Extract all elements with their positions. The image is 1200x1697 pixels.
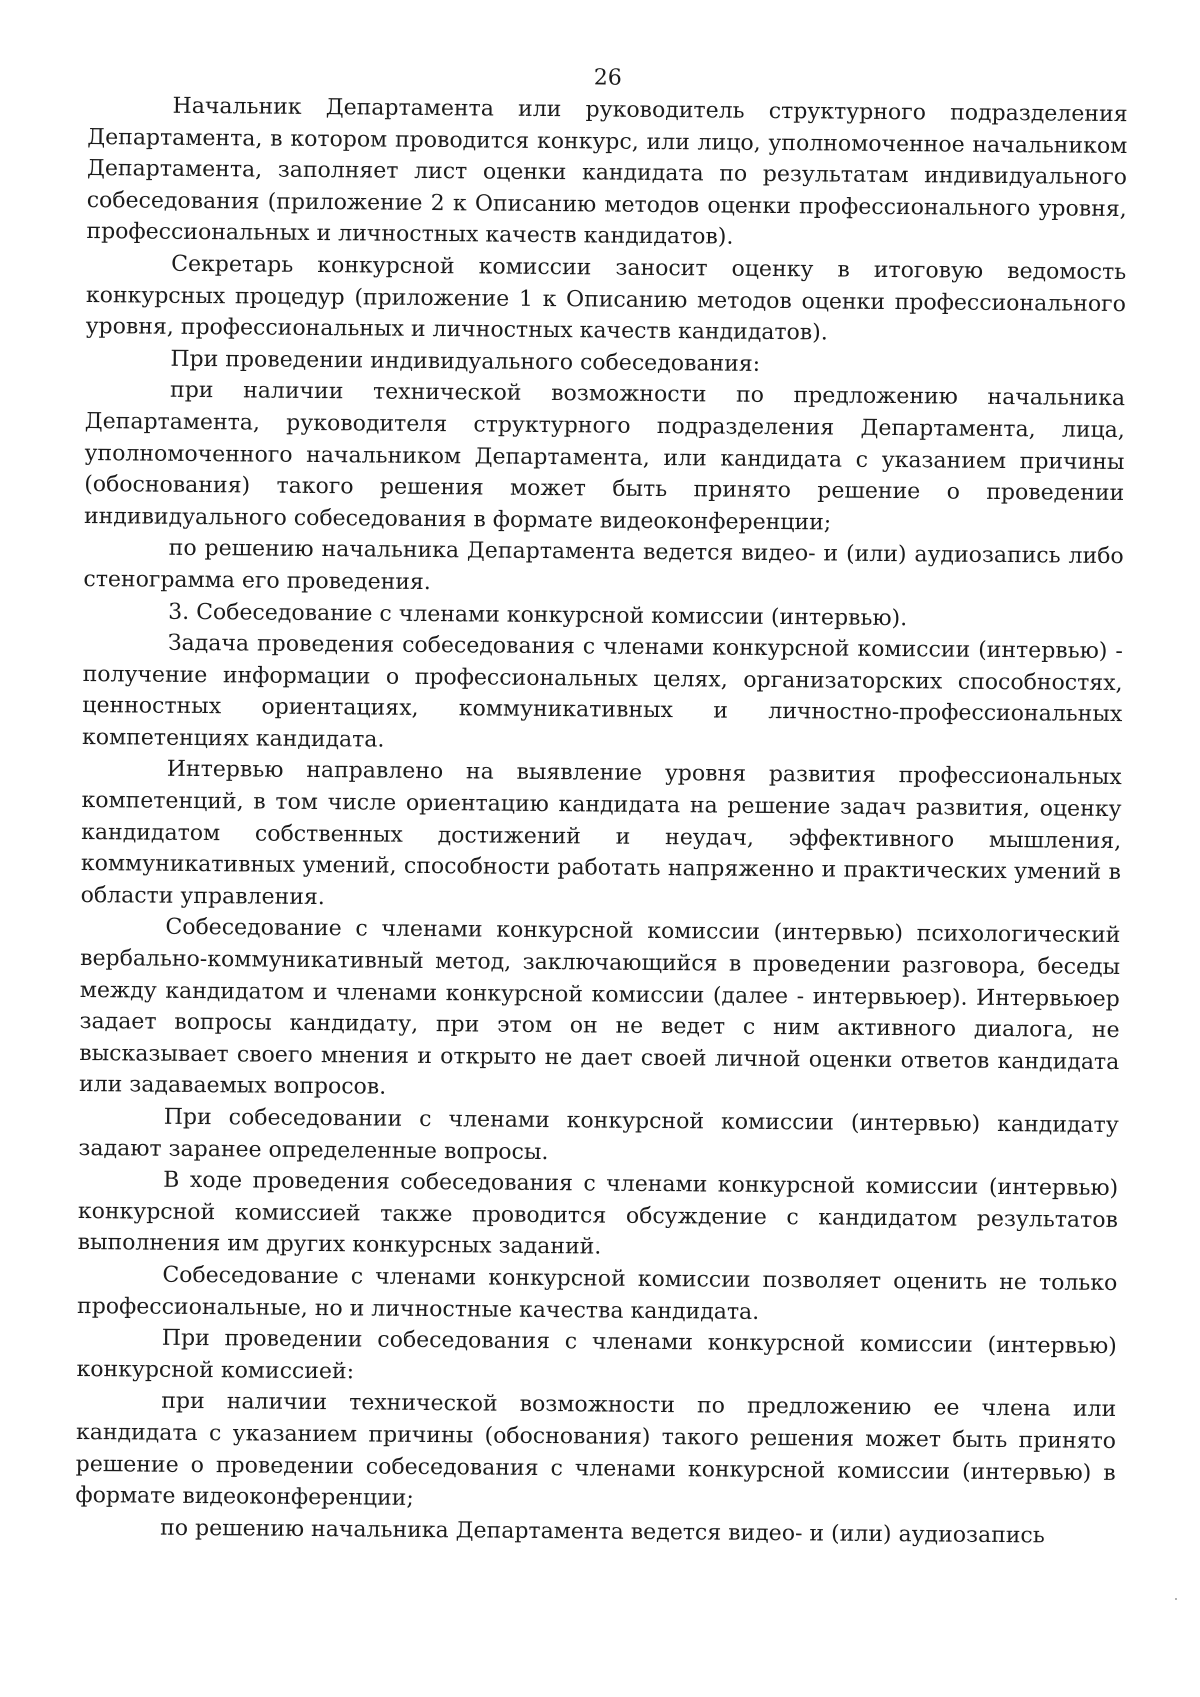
section-heading: 3. Собеседование с членами конкурсной комиссии (интервью). xyxy=(168,599,908,631)
paragraph: При проведении индивидуального собеседования: xyxy=(170,346,761,377)
scan-speck xyxy=(1175,1598,1177,1600)
list-paragraph: при наличии технической возможности по предложению ее члена или кандидата с указанием причины (обоснования) такого решения может быть принято решение о проведении собеседования с членами конкурсной комиссии (интервью) в формате видеоконференции; xyxy=(75,1389,1117,1512)
paragraph: Секретарь конкурсной комиссии заносит оценку в итоговую ведомость конкурсных процедур (приложение 1 к Описанию методов оценки профессионального уровня, профессиональных и личностных качеств кандидатов). xyxy=(85,251,1127,346)
list-paragraph: по решению начальника Департамента ведется видео- и (или) аудиозапись либо стенограмма его проведения. xyxy=(83,536,1124,595)
paragraph: Собеседование с членами конкурсной комиссии позволяет оценить не только профессиональные, но и личностные качества кандидата. xyxy=(76,1262,1118,1325)
paragraph: Собеседование с членами конкурсной комиссии (интервью) психологический вербально-коммуникативный метод, заключающийся в проведении разговора, беседы между кандидатом и членами конкурсной комиссии (далее - интервьюер). Интервьюер задает вопросы кандидату, при этом он не ведет с ним активного диалога, не высказывает своего мнения и открыто не дает своей личной оценки ответов кандидата или задаваемых вопросов. xyxy=(78,915,1121,1101)
paragraph: Интервью направлено на выявление уровня развития профессиональных компетенций, в том числе ориентацию кандидата на решение задач развития, оценку кандидатом собственных достижений и неудач, эффективного мышления, коммуникативных умений, способности работать напряженно и практических умений в области управления. xyxy=(80,757,1122,910)
paragraph: Задача проведения собеседования с членами конкурсной комиссии (интервью) - получение информации о профессиональных целях, организаторских способностях, ценностных ориентациях, коммуникативных и личностно-профессиональных компетенциях кандидата. xyxy=(81,630,1123,753)
list-paragraph: при наличии технической возможности по предложению начальника Департамента, руководителя структурного подразделения Департамента, лица, уполномоченного начальником Департамента, или кандидата с указанием причины (обоснования) такого решения может быть принято решение о проведении индивидуального собеседования в формате видеоконференции; xyxy=(83,378,1126,536)
list-paragraph: по решению начальника Департамента ведется видео- и (или) аудиозапись xyxy=(160,1515,1045,1549)
paragraph: При собеседовании с членами конкурсной комиссии (интервью) кандидату задают заранее определенные вопросы. xyxy=(78,1104,1119,1165)
page-text-block xyxy=(75,58,1128,1552)
paragraph: При проведении собеседования с членами конкурсной комиссии (интервью) конкурсной комиссией: xyxy=(76,1325,1117,1385)
paragraph: В ходе проведения собеседования с членами конкурсной комиссии (интервью) конкурсной комиссией также проводится обсуждение с кандидатом результатов выполнения им других конкурсных заданий. xyxy=(77,1167,1119,1260)
page-number: 26 xyxy=(593,65,622,91)
paragraph: Начальник Департамента или руководитель структурного подразделения Департамента, в котором проводится конкурс, или лицо, уполномоченное начальником Департамента, заполняет лист оценки кандидата по результатам индивидуального собеседования (приложение 2 к Описанию методов оценки профессионального уровня, профессиональных и личностных качеств кандидатов). xyxy=(86,93,1128,251)
